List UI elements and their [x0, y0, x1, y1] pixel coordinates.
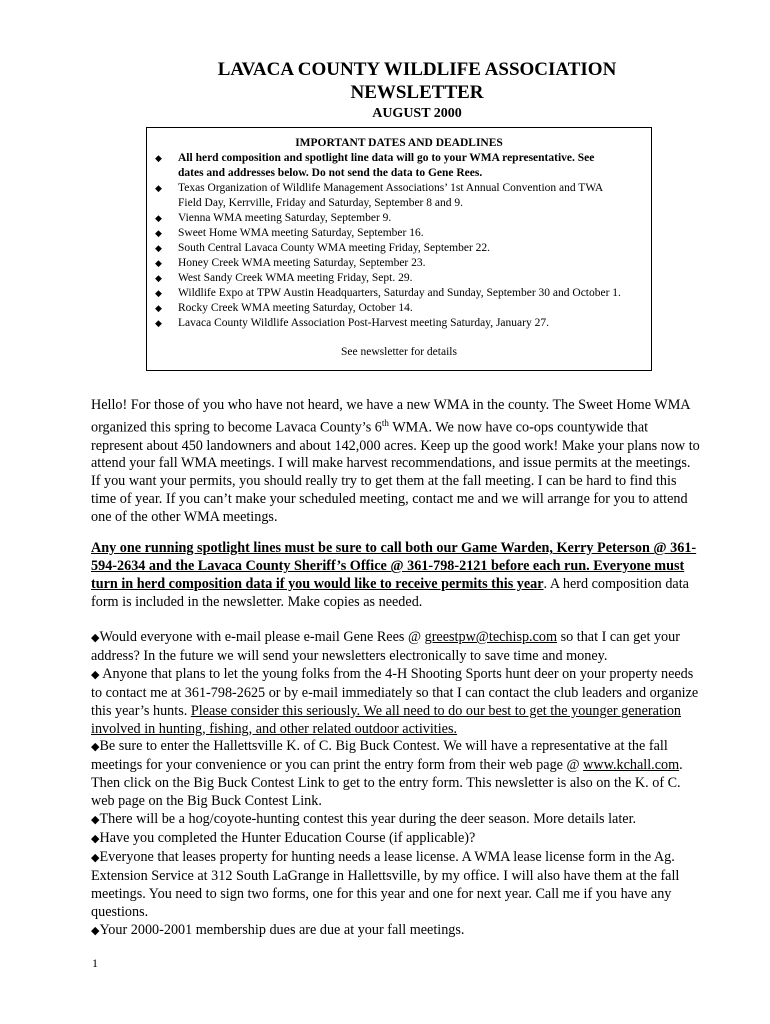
deadlines-box — [146, 127, 652, 371]
diamond-bullet-icon: ◆ — [91, 741, 100, 754]
deadline-item: ◆ Rocky Creek WMA meeting Saturday, October 14. — [155, 302, 413, 314]
deadline-item: ◆ Lavaca County Wildlife Association Post-Harvest meeting Saturday, January 27. — [155, 317, 549, 329]
kchall-link[interactable]: www.kchall.com — [583, 757, 680, 774]
diamond-bullet-icon: ◆ — [155, 183, 162, 193]
diamond-bullet-icon: ◆ — [155, 243, 162, 253]
newsletter-date: AUGUST 2000 — [372, 106, 462, 121]
deadlines-heading: IMPORTANT DATES AND DEADLINES — [295, 137, 503, 149]
diamond-bullet-icon: ◆ — [91, 632, 100, 644]
diamond-bullet-icon: ◆ — [155, 303, 162, 313]
deadlines-list — [147, 151, 651, 331]
newsletter-title: LAVACA COUNTY WILDLIFE ASSOCIATION — [217, 59, 617, 80]
deadline-item: ◆ South Central Lavaca County WMA meeting Friday, September 22. — [155, 242, 491, 254]
diamond-bullet-icon: ◆ — [91, 851, 100, 864]
deadline-item: ◆ All herd composition and spotlight line data will go to your WMA representative. See dates and addresses below. Do not send the data to Gene Rees. — [155, 152, 595, 179]
diamond-bullet-icon: ◆ — [91, 668, 100, 681]
deadline-item: ◆ Vienna WMA meeting Saturday, September 9. — [155, 212, 392, 224]
deadline-item: ◆ Sweet Home WMA meeting Saturday, September 16. — [155, 227, 424, 239]
diamond-bullet-icon: ◆ — [155, 318, 162, 328]
deadline-item: ◆ Texas Organization of Wildlife Management Associations’ 1st Annual Convention and TWA Field Day, Kerrville, Friday and Saturday, September 8 and 9. — [155, 182, 603, 209]
spotlight-notice: Any one running spotlight lines must be sure to call both our Game Warden, Kerry Peterson @ 361-594-2634 and the Lavaca County Sheriff’s Office @ 361-798-2121 before each run. Everyone must turn in herd composition data if you would like to receive permits this year. A herd composition data form is included in the newsletter. Make copies as needed. — [91, 540, 697, 610]
diamond-bullet-icon: ◆ — [155, 153, 162, 163]
diamond-bullet-icon: ◆ — [155, 288, 162, 298]
diamond-bullet-icon: ◆ — [155, 213, 162, 223]
newsletter-subtitle: NEWSLETTER — [350, 82, 484, 103]
email-link[interactable]: greestpw@techisp.com — [424, 629, 558, 645]
big-buck-item: ◆Be sure to enter the Hallettsville K. of C. Big Buck Contest. We will have a representative at the fall meetings for your convenience or you can print the entry form from their web page @ www.kchall.com. Then click on the Big Buck Contest Link to get to the entry form. This newsletter is also on the K. of C. web page on the Big Buck Contest Link. — [91, 738, 683, 810]
deadline-item: ◆ Wildlife Expo at TPW Austin Headquarters, Saturday and Sunday, September 30 and October 1. — [155, 287, 621, 299]
diamond-bullet-icon: ◆ — [155, 258, 162, 268]
diamond-bullet-icon: ◆ — [91, 814, 100, 827]
diamond-bullet-icon: ◆ — [91, 832, 100, 845]
page-number: 1 — [92, 956, 98, 970]
deadline-item: ◆ Honey Creek WMA meeting Saturday, September 23. — [155, 257, 426, 269]
intro-paragraph: Hello! For those of you who have not heard, we have a new WMA in the county. The Sweet Home WMA organized this spring to become Lavaca County’s 6th WMA. We now have co-ops countywide that represent about 450 landowners and about 142,000 acres. Keep up the good work! Make your plans now to attend your fall WMA meetings. I will make harvest recommendations, and issue permits at the meetings. If you want your permits, you should really try to get them at the fall meeting. I can be hard to find this time of year. If you can’t make your scheduled meeting, contact me and we will arrange for you to attend one of the other WMA meetings. — [91, 397, 700, 526]
hunter-ed-item: ◆Have you completed the Hunter Education Course (if applicable)? — [91, 829, 476, 846]
lease-item: ◆Everyone that leases property for hunting needs a lease license. A WMA lease license form in the Ag. Extension Service at 312 South LaGrange in Hallettsville, by my office. I will also have them at the fall meetings. You need to sign two forms, one for this year and one for next year. Call me if you have any questions. — [91, 848, 680, 920]
deadline-item: ◆ West Sandy Creek WMA meeting Friday, Sept. 29. — [155, 272, 413, 284]
hunt-item: ◆ Anyone that plans to let the young folks from the 4-H Shooting Sports hunt deer on your property needs to contact me at 361-798-2625 or by e-mail immediately so that I can contact the club leaders and organize this year’s hunts. Please consider this seriously. We all need to do our best to get the younger generation involved in hunting, fishing, and other related outdoor activities. — [91, 665, 699, 737]
email-item: ◆Would everyone with e-mail please e-mail Gene Rees @ greestpw@techisp.com so that I can get your address? In the future we will send your newsletters electronically to save time and money. — [91, 629, 680, 664]
deadlines-footer: See newsletter for details — [341, 346, 457, 358]
dues-item: ◆Your 2000-2001 membership dues are due at your fall meetings. — [91, 921, 465, 938]
diamond-bullet-icon: ◆ — [91, 924, 100, 937]
diamond-bullet-icon: ◆ — [155, 273, 162, 283]
diamond-bullet-icon: ◆ — [155, 228, 162, 238]
hog-item: ◆There will be a hog/coyote-hunting contest this year during the deer season. More details later. — [91, 811, 637, 828]
bullet-list — [91, 629, 703, 940]
